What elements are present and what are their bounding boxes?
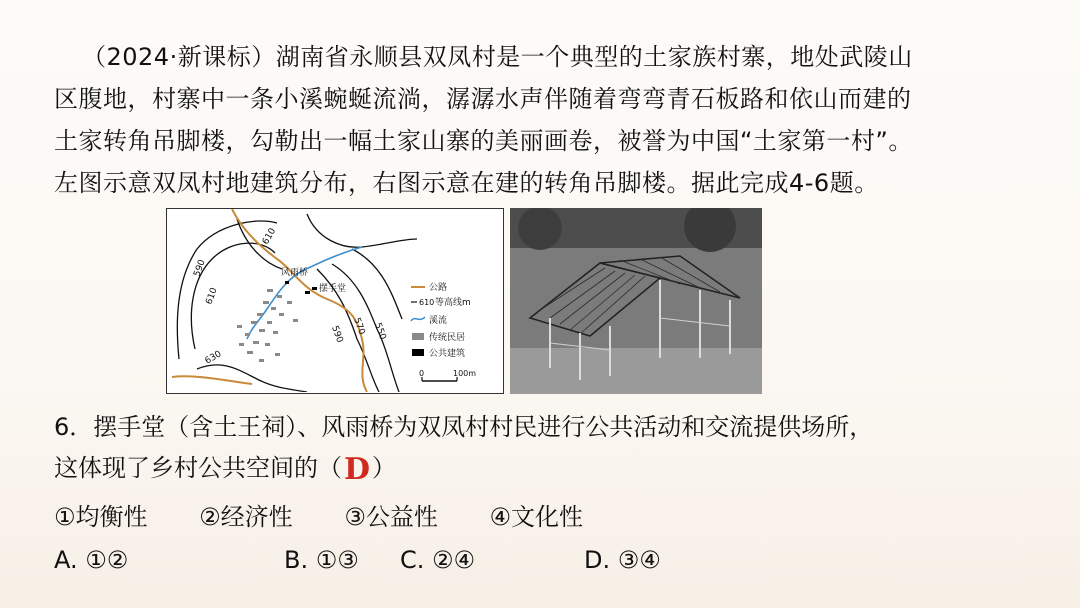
contour-label: 630: [203, 349, 224, 367]
statement-option: ④文化性: [489, 503, 583, 531]
choice-a[interactable]: A. ①②: [54, 546, 129, 574]
question-stem-after: ）: [372, 454, 397, 482]
legend-dwelling: 传统民居: [429, 333, 466, 343]
question-line-2: [54, 447, 873, 488]
question-6: [54, 407, 873, 488]
contour-label: 610: [260, 226, 279, 247]
stilt-house-photo: [510, 208, 762, 394]
intro-line: 土家转角吊脚楼，勾勒出一幅土家山寨的美丽画卷，被誉为中国“土家第一村”。: [54, 127, 913, 155]
contour-label: 570: [351, 316, 367, 337]
legend-public: 公共建筑: [429, 349, 466, 359]
road: [172, 376, 252, 384]
contour-line: [352, 249, 402, 319]
hall-label: 摆手堂: [319, 284, 347, 294]
bridge-label: 风雨桥: [281, 268, 309, 278]
intro-line: 左图示意双凤村地建筑分布，右图示意在建的转角吊脚楼。据此完成4-6题。: [54, 169, 879, 197]
legend-road: 公路: [429, 283, 448, 293]
legend-contour: 等高线m: [435, 298, 471, 308]
contour-label: 590: [192, 258, 208, 279]
legend-stream: 溪流: [429, 316, 448, 326]
choice-b[interactable]: B. ①③: [284, 546, 359, 574]
contour-map: [167, 209, 502, 392]
contour-line: [307, 214, 417, 247]
scale-zero: 0: [419, 369, 425, 378]
choice-d[interactable]: D. ③④: [584, 546, 661, 574]
road: [232, 209, 367, 392]
public-building: [285, 281, 289, 284]
answer-mark: D: [344, 452, 371, 487]
contour-line: [191, 243, 275, 349]
scale-distance: 100m: [453, 369, 477, 378]
dwelling-cluster: [237, 289, 298, 362]
contour-map-figure: [166, 208, 504, 394]
contour-label: 590: [329, 324, 345, 345]
scale-bar: [419, 369, 476, 381]
statement-option: ③公益性: [344, 503, 438, 531]
intro-line: （2024·新课标）湖南省永顺县双凤村是一个典型的土家族村寨，地处武陵山: [82, 43, 913, 71]
legend-contour-sample: 610: [419, 298, 435, 307]
public-building: [305, 291, 310, 294]
photo-illustration: [510, 208, 762, 394]
intro-line: 区腹地，村寨中一条小溪蜿蜒流淌，潺潺水声伴随着弯弯青石板路和依山而建的: [54, 85, 912, 113]
public-building: [312, 287, 317, 290]
question-stem-before: 这体现了乡村公共空间的（: [54, 454, 342, 482]
contour-label: 610: [204, 286, 220, 307]
contour-label: 550: [372, 321, 388, 342]
statement-option: ①均衡性: [54, 503, 148, 531]
intro-paragraph: [54, 36, 1034, 204]
question-line-1: 6．摆手堂（含土王祠）、风雨桥为双凤村村民进行公共活动和交流提供场所，: [54, 413, 874, 441]
statement-option: ②经济性: [199, 503, 293, 531]
map-legend: [411, 281, 471, 359]
statement-options: [54, 497, 627, 532]
choice-c[interactable]: C. ②④: [400, 546, 476, 574]
